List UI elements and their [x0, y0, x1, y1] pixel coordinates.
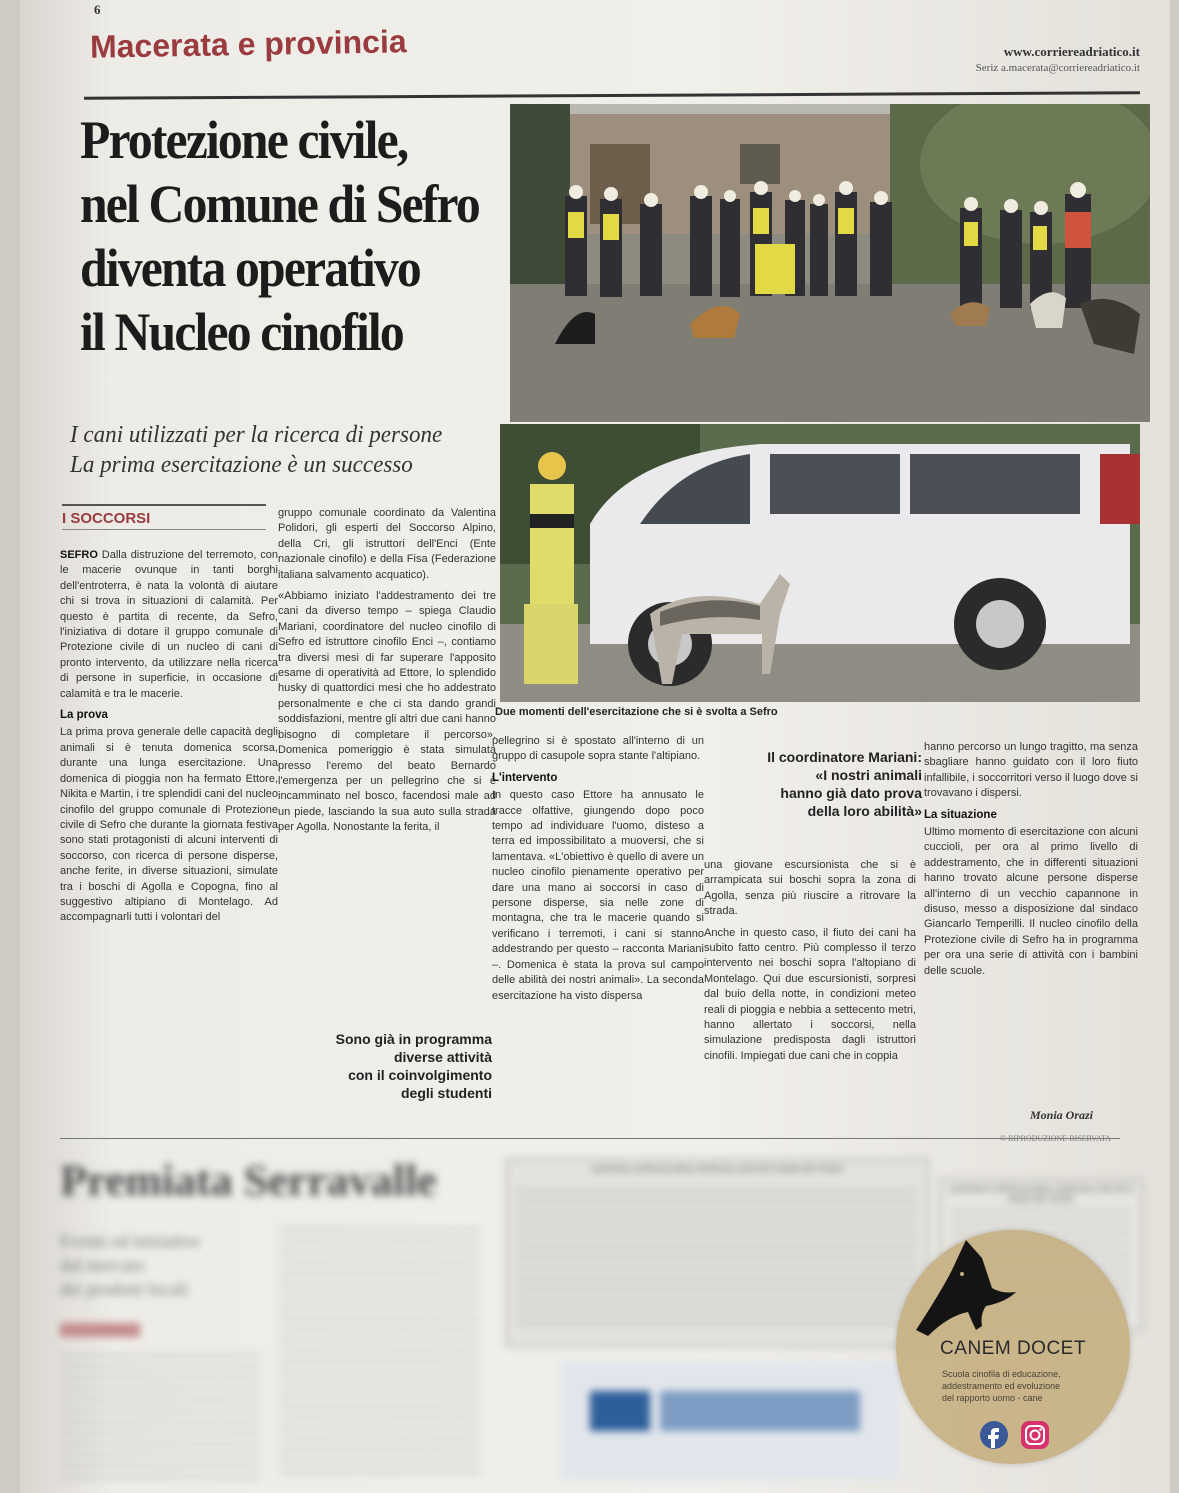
pull-quote-line: Il coordinatore Mariani:	[767, 749, 922, 765]
author-signature: Monia Orazi	[1030, 1108, 1094, 1122]
logo-tagline-line: addestramento ed evoluzione	[942, 1381, 1061, 1391]
logo-tagline-line: del rapporto uomo - cane	[942, 1393, 1043, 1403]
article-column-1	[60, 548, 278, 1116]
paragraph: pellegrino si è spostato all'interno di un gruppo di casupole sopra stante l'altipiano.	[492, 735, 704, 763]
ad-text-block	[60, 1355, 260, 1485]
headline-line: il Nucleo cinofilo	[80, 302, 403, 362]
pull-quote-right	[710, 748, 922, 820]
ad-box-header: AZIENDA OSPEDALIERA OSPEDALI RIUNITI MARCHE NORD	[948, 1184, 1134, 1204]
subheadline	[70, 420, 512, 480]
ad-box-logo	[560, 1361, 900, 1481]
paragraph: gruppo comunale coordinato da Valentina Polidori, gli esperti del Soccorso Alpino, della Cri, gli istruttori dell'Enci (Ente nazionale cinofilo) e della Fisa (Federazione italiana salvamento acquatico).	[278, 507, 496, 581]
paragraph: In questo caso Ettore ha annusato le tracce olfattive, giungendo dopo poco tempo ad individuare l'uomo, disteso a terra ed impossibilitato a muoversi, che si lamentava. «L'obiettivo è quello di avere un nucleo cinofilo pienamente operativo per dare una mano ai soccorsi in caso di persone disperse, sia nelle zone di montagna, che tra le macerie quando si verificano i terremoti, i cani si stanno addestrando per questo – racconta Mariani –. Domenica è stata la prova sul campo delle abilità dei nostri animali». La seconda esercitazione ha visto dispersa	[492, 789, 704, 1002]
headline-line: Protezione civile,	[80, 110, 408, 170]
pull-quote-line: con il coinvolgimento	[348, 1067, 492, 1083]
pull-quote-line: «I nostri animali	[815, 767, 922, 783]
ad-logo-graphic	[560, 1361, 900, 1481]
newspaper-page	[20, 0, 1170, 1493]
paragraph: Anche in questo caso, il fiuto dei cani ha subito fatto centro. Più complesso il terzo intervento nei boschi sopra l'altopiano di Montelago. Qui due escursionisti, sorpresi dal buio della notte, in condizioni meteo reali di pioggia e nebbia a settecento metri, hanno allertato i soccorsi, nella simulazione predisposta dagli istruttori cinofili. Impiegati due cani che in coppia	[704, 926, 916, 1062]
pull-quote-left	[270, 1030, 492, 1102]
header-rule	[84, 91, 1140, 100]
pull-quote-line: degli studenti	[401, 1085, 492, 1101]
van-photo	[500, 424, 1140, 702]
van-photo-illustration	[500, 424, 1140, 702]
headline	[80, 108, 479, 364]
ad-title: Premiata Serravalle	[60, 1156, 437, 1205]
subhead-line: I cani utilizzati per la ricerca di persone	[70, 422, 443, 448]
pull-quote-line: Sono già in programma	[335, 1031, 492, 1047]
ad-text-block	[280, 1229, 480, 1479]
logo-tagline	[942, 1368, 1102, 1404]
ad-box-header: AZIENDA OSPEDALIERA OSPEDALI RIUNITI MARCHE NORD	[590, 1164, 844, 1174]
logo-name: CANEM DOCET	[940, 1338, 1086, 1359]
ad-box-hospital	[506, 1159, 928, 1347]
headline-line: nel Comune di Sefro	[80, 174, 479, 234]
paragraph-text: Dalla distruzione del terremoto, con le macerie ovunque in tanti borghi dell'entroterra, è nata la volontà di aiutare chi si trova in situazioni di calamità. Per questo è partita di recente, da Sefro, l'iniziativa di dotare il gruppo comunale di Protezione civile di un nucleo di cani di pronto intervento, da utilizzare nella ricerca di persone in superficie, in occasione di calamità e tra le macerie.	[60, 549, 278, 700]
group-photo	[510, 104, 1150, 422]
paragraph: una giovane escursionista che si è arrampicata sui boschi sopra la zona di Agolla, senza più riuscire a ritrovare la strada.	[704, 859, 916, 918]
dateline: SEFRO	[60, 549, 98, 561]
paragraph: Ultimo momento di esercitazione con alcuni cuccioli, per ora al primo livello di addestramento, che in differenti situazioni hanno trovato alcune persone disperse all'interno di un vecchio capannone in disuso, messo a disposizione dal sindaco Giancarlo Temperilli. Il nucleo cinofilo della Protezione civile di Sefro ha in programma per ora una serie di attività con i bambini delle scuole.	[924, 826, 1138, 977]
article-column-5	[924, 740, 1138, 1140]
group-photo-illustration	[510, 104, 1150, 422]
ad-text	[60, 1229, 200, 1301]
section-title: Macerata e provincia	[89, 23, 407, 65]
article-column-3	[492, 734, 704, 1136]
ad-text-line: Eventi ed iniziative	[60, 1231, 200, 1251]
page-number: 6	[94, 2, 101, 17]
ad-text-line: dal mercato	[60, 1255, 145, 1275]
article-column-2	[278, 506, 496, 1014]
paragraph	[60, 548, 278, 702]
pull-quote-line: della loro abilità»	[807, 803, 922, 819]
subhead-line: La prima esercitazione è un successo	[70, 452, 413, 478]
headline-line: diventa operativo	[80, 238, 420, 298]
pull-quote-line: hanno già dato prova	[780, 785, 922, 801]
subheading: L'intervento	[492, 771, 558, 784]
section-email[interactable]: Seriz a.macerata@corriereadriatico.it	[975, 62, 1140, 74]
facebook-icon[interactable]	[979, 1420, 1009, 1450]
ad-red-label	[60, 1323, 140, 1337]
article-column-4	[704, 858, 916, 1140]
paragraph: La prima prova generale delle capacità degli animali si è tenuta domenica scorsa, durante una lunga esercitazione. Una domenica di pioggia non ha fermato Ettore, Nikita e Martin, i tre splendidi cani del nucleo cinofilo del gruppo comunale di Protezione civile di Sefro che durante la giornata festiva sono stati protagonisti di alcuni interventi di soccorso, con ricerca di persone disperse, anche ferite, in diverse situazioni, simulate tra i boschi di Agolla e Copogna, fino al suggestivo altipiano di Montelago. Ad accompagnarli tutti i volontari del	[60, 726, 278, 924]
bottom-rule	[60, 1138, 1120, 1139]
pull-quote-line: diverse attività	[393, 1049, 492, 1065]
ad-text-line: dei prodotti locali	[60, 1279, 188, 1299]
website-link[interactable]: www.corriereadriatico.it	[1003, 44, 1140, 59]
subheading: La prova	[60, 709, 108, 722]
subheading: La situazione	[924, 808, 997, 821]
logo-tagline-line: Scuola cinofila di educazione,	[942, 1369, 1061, 1379]
canem-docet-badge[interactable]	[896, 1230, 1130, 1464]
kicker-label: I SOCCORSI	[62, 504, 266, 530]
ad-text-block	[517, 1190, 917, 1330]
instagram-icon[interactable]	[1020, 1420, 1050, 1450]
paragraph: hanno percorso un lungo tragitto, ma senza sbagliare hanno guidato con il loro fiuto infallibile, i soccorritori verso il luogo dove si trovavano i dispersi.	[924, 741, 1138, 800]
paragraph: «Abbiamo iniziato l'addestramento dei tre cani da diverso tempo – spiega Claudio Mariani, coordinatore del nucleo cinofilo di Sefro ed istruttore cinofilo Enci –, contiamo tra diversi mesi di far superare l'apposito esame di operatività ad Ettore, lo splendido husky di quattordici mesi che ho addestrato personalmente e che ci sta dando grandi soddisfazioni, mentre gli altri due cani hanno bisogno di completare il percorso». Domenica pomeriggio è stata simulata presso l'eremo del beato Bernardo l'emergenza per un pellegrino che si è incamminato nel bosco, facendosi male ad un piede, lasciando la sua auto sulla strada per Agolla. Nonostante la ferita, il	[278, 590, 496, 834]
dog-silhouette-icon	[896, 1230, 1130, 1340]
photo-caption: Due momenti dell'esercitazione che si è svolta a Sefro	[495, 706, 778, 718]
